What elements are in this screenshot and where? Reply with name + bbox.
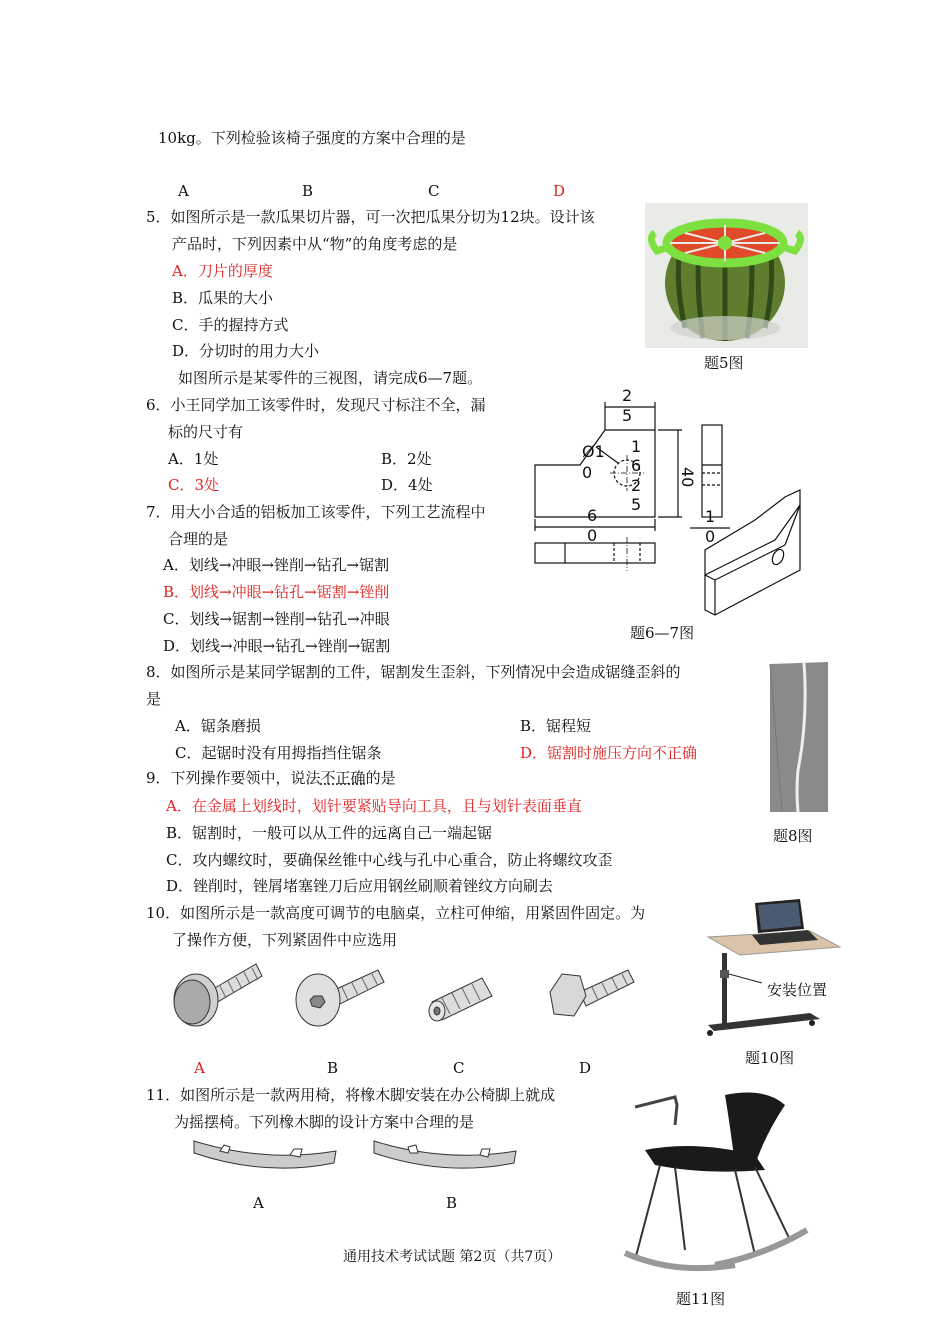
q9-option-d: D．锉削时，锉屑堵塞锉刀后应用钢丝刷顺着锉纹方向刷去 — [166, 877, 554, 895]
fig10-caption: 题10图 — [745, 1049, 795, 1067]
q4-option-c: C — [428, 182, 440, 200]
fastener-d-hex-bolt — [540, 962, 640, 1032]
q6-stem-1: 6．小王同学加工该零件时，发现尺寸标注不全，漏 — [146, 396, 486, 414]
adjustable-laptop-desk-image — [700, 895, 845, 1045]
q5-option-c: C．手的握持方式 — [172, 316, 289, 334]
fig11-caption: 题11图 — [676, 1290, 726, 1308]
dim-10-top: 1 — [705, 507, 716, 526]
q8-option-b: B．锯程短 — [520, 717, 592, 735]
fastener-a-knurled-screw — [168, 952, 268, 1032]
q4-option-a: A — [178, 182, 189, 200]
melon-slicer-image — [645, 203, 808, 348]
dim-25-bottom: 5 — [622, 406, 633, 425]
q5-option-b: B．瓜果的大小 — [172, 289, 274, 307]
q9-option-b: B．锯割时，一般可以从工件的远离自己一端起锯 — [166, 824, 493, 842]
q5-stem-2: 产品时，下列因素中从“物”的角度考虑的是 — [172, 235, 458, 253]
install-position-label: 安装位置 — [767, 981, 828, 999]
q8-option-c: C．起锯时没有用拇指挡住锯条 — [175, 744, 382, 762]
q9-option-c: C．攻内螺纹时，要确保丝锥中心线与孔中心重合，防止将螺纹攻歪 — [166, 851, 613, 869]
q10-stem-1: 10．如图所示是一款高度可调节的电脑桌，立柱可伸缩，用紧固件固定。为 — [146, 904, 646, 922]
dim-10-bottom: 0 — [705, 527, 716, 546]
intro-6-7: 如图所示是某零件的三视图，请完成6—7题。 — [178, 369, 483, 387]
q8-option-a: A．锯条磨损 — [175, 717, 261, 735]
q4-option-d: D — [553, 182, 566, 200]
part-three-view-drawing — [530, 385, 815, 625]
fastener-b-socket-head-screw — [290, 962, 390, 1032]
q5-stem-1: 5．如图所示是一款瓜果切片器，可一次把瓜果分切为12块。设计该 — [146, 208, 595, 226]
rocking-chair-image — [615, 1085, 810, 1285]
q10-label-d: D — [579, 1059, 592, 1077]
q9-emphasis: 不正确 — [320, 769, 366, 787]
q6-option-b: B．2处 — [381, 450, 432, 468]
q11-label-b: B — [446, 1194, 458, 1212]
fastener-c-set-screw — [420, 972, 500, 1027]
page-footer: 通用技术考试试题 第2页（共7页） — [343, 1249, 562, 1265]
dim-25b-bottom: 5 — [631, 495, 642, 514]
q8-stem-2: 是 — [146, 690, 162, 708]
q11-stem-2: 为摇摆椅。下列橡木脚的设计方案中合理的是 — [174, 1113, 475, 1131]
saw-workpiece-image — [768, 660, 830, 815]
dim-25-top: 2 — [622, 386, 633, 405]
fig8-caption: 题8图 — [773, 827, 813, 845]
q11-stem-1: 11．如图所示是一款两用椅，将橡木脚安装在办公椅脚上就成 — [146, 1086, 556, 1104]
q6-stem-2: 标的尺寸有 — [168, 423, 244, 441]
q9-stem: 9．下列操作要领中，说法不正确的是 — [146, 769, 396, 787]
q10-label-b: B — [327, 1059, 339, 1077]
q9-option-a: A．在金属上划线时，划针要紧贴导向工具，且与划针表面垂直 — [166, 797, 582, 815]
q7-option-c: C．划线→锯割→锉削→钻孔→冲眼 — [163, 610, 390, 628]
q11-label-a: A — [253, 1194, 264, 1212]
q8-stem-1: 8．如图所示是某同学锯割的工件，锯割发生歪斜，下列情况中会造成锯缝歪斜的 — [146, 663, 681, 681]
q6-option-d: D．4处 — [381, 476, 433, 494]
q8-option-d: D．锯割时施压方向不正确 — [520, 744, 698, 762]
q7-option-b: B．划线→冲眼→钻孔→锯割→锉削 — [163, 583, 390, 601]
dim-diameter-2: 0 — [582, 463, 593, 482]
dim-diameter: Ø1 — [582, 442, 605, 461]
q10-label-c: C — [453, 1059, 465, 1077]
q7-stem-2: 合理的是 — [168, 530, 229, 548]
q7-stem-1: 7．用大小合适的铝板加工该零件，下列工艺流程中 — [146, 503, 486, 521]
fig67-caption: 题6—7图 — [630, 624, 695, 642]
dim-16-top: 1 — [631, 437, 642, 456]
rocker-option-b — [370, 1133, 520, 1178]
q5-option-d: D．分切时的用力大小 — [172, 342, 320, 360]
fig5-caption: 题5图 — [704, 354, 744, 372]
q4-option-b: B — [302, 182, 314, 200]
q4-stem-tail: 10kg。下列检验该椅子强度的方案中合理的是 — [158, 129, 466, 147]
q7-option-a: A．划线→冲眼→锉削→钻孔→锯割 — [163, 556, 390, 574]
dim-16-bottom: 6 — [631, 456, 642, 475]
dim-25b-top: 2 — [631, 476, 642, 495]
q10-label-a: A — [194, 1059, 205, 1077]
dim-60-bottom: 0 — [587, 526, 598, 545]
q5-option-a: A．刀片的厚度 — [172, 262, 273, 280]
q7-option-d: D．划线→冲眼→钻孔→锉削→锯割 — [163, 637, 391, 655]
dim-60-top: 6 — [587, 506, 598, 525]
rocker-option-a — [190, 1133, 340, 1178]
q6-option-a: A．1处 — [168, 450, 219, 468]
q10-stem-2: 了操作方便，下列紧固件中应选用 — [172, 931, 398, 949]
dim-40: 40 — [678, 467, 697, 488]
q6-option-c: C．3处 — [168, 476, 220, 494]
